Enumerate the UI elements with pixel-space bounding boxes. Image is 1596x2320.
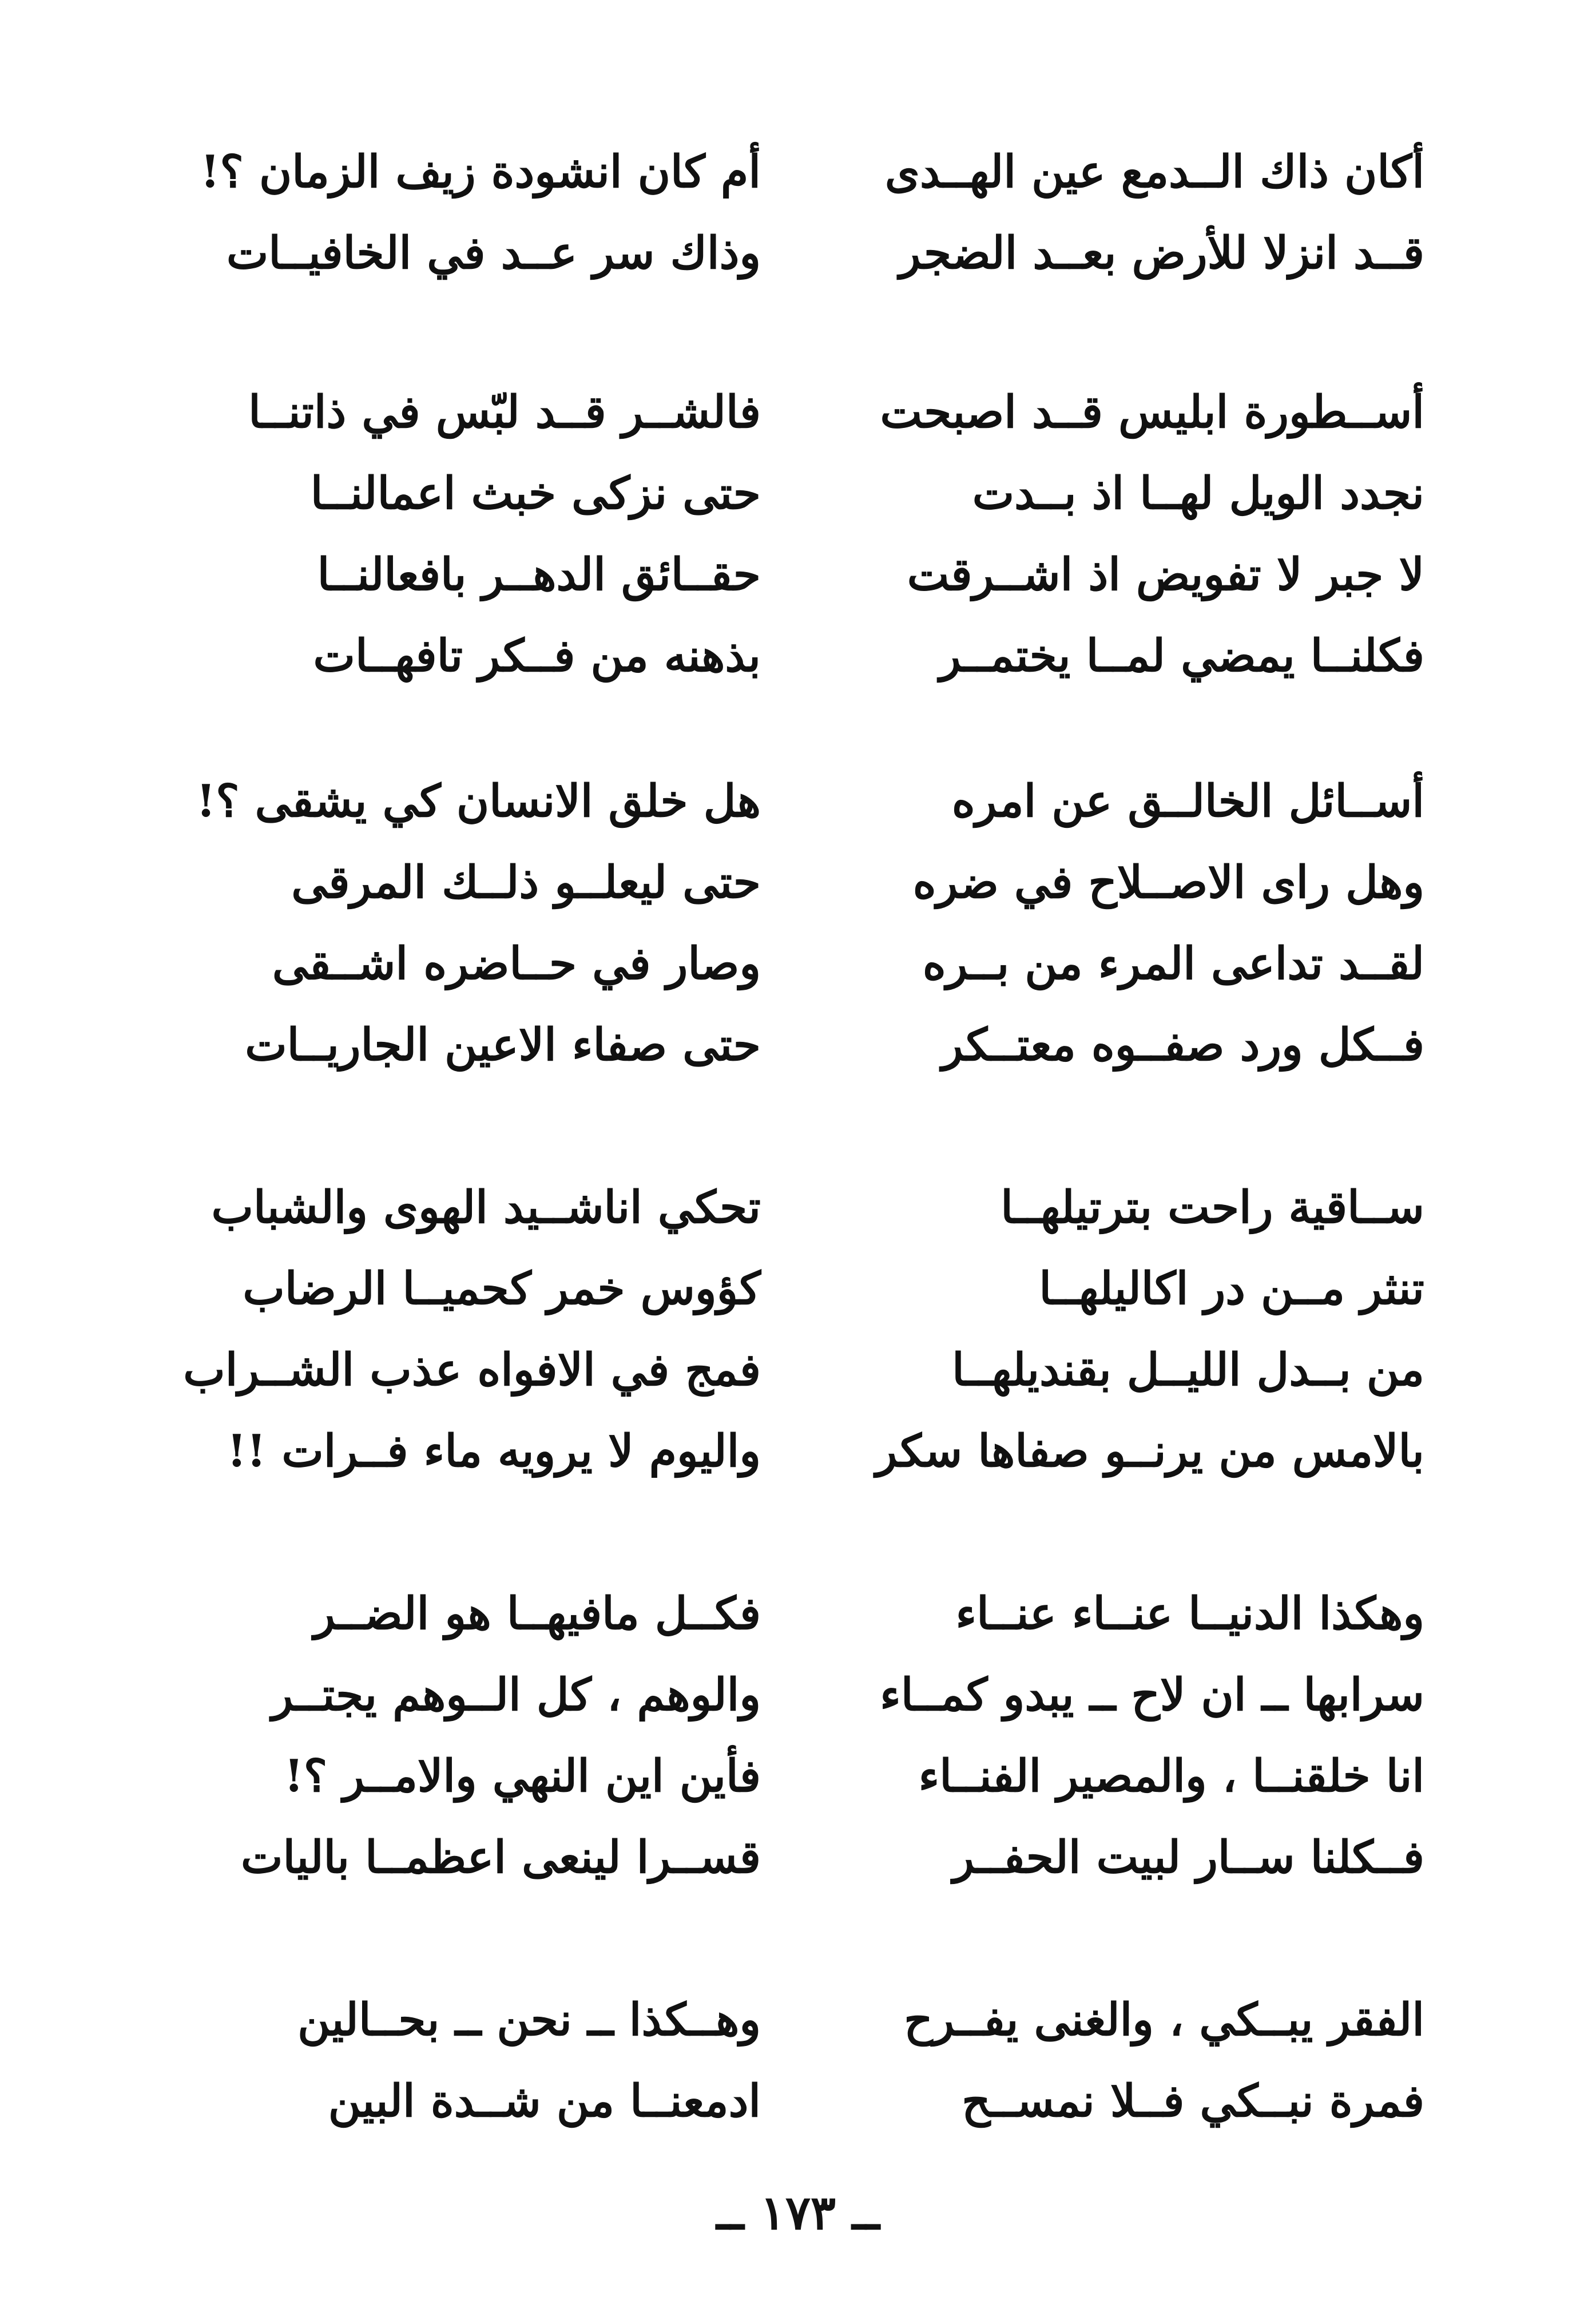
verse-first-hemistich: سرابها ــ ان لاح ــ يبدو كمــاء [880,1669,1424,1721]
stanza-3 [172,761,1424,1086]
verse-first-hemistich: فكلنــا يمضي لمــا يختمــر [939,630,1424,682]
couplet [172,132,1424,213]
verse-first-hemistich: أســائل الخالــق عن امره [951,775,1424,827]
verse-second-hemistich: فكــل مافيهــا هو الضــر [313,1588,761,1640]
verse-first-hemistich: أكان ذاك الــدمع عين الهــدى [884,146,1424,198]
stanza-1 [172,132,1424,294]
verse-second-hemistich: واليوم لا يرويه ماء فــرات !! [227,1425,761,1477]
verse-second-hemistich: وصار في حــاضره اشــقى [272,938,761,990]
couplet [172,1248,1424,1330]
couplet [172,761,1424,842]
verse-second-hemistich: حتى نزكى خبث اعمالنــا [310,467,761,519]
verse-first-hemistich: وهكذا الدنيــا عنــاء عنــاء [955,1588,1424,1640]
couplet [172,1411,1424,1492]
couplet [172,1736,1424,1817]
verse-second-hemistich: كؤوس خمر كحميــا الرضاب [243,1263,761,1315]
couplet [172,923,1424,1005]
verse-first-hemistich: انا خلقنــا ، والمصير الفنــاء [918,1750,1424,1802]
verse-second-hemistich: أم كان انشودة زيف الزمان ؟! [200,146,761,198]
verse-first-hemistich: لا جبر لا تفويض اذ اشــرقت [907,549,1424,601]
verse-first-hemistich: الفقر يبــكي ، والغنى يفــرح [904,1994,1424,2046]
verse-second-hemistich: بذهنه من فــكر تافهــات [313,630,761,682]
stanza-2 [172,372,1424,697]
verse-first-hemistich: وهل راى الاصــلاح في ضره [912,856,1424,909]
verse-second-hemistich: هل خلق الانسان كي يشقى ؟! [196,775,761,827]
verse-second-hemistich: وذاك سر عــد في الخافيــات [226,227,761,279]
verse-second-hemistich: وهــكذا ــ نحن ــ بحــالين [297,1994,761,2046]
verse-second-hemistich: فالشــر قــد لبّس في ذاتنــا [248,386,761,438]
verse-first-hemistich: فــكل ورد صفــوه معتــكر [942,1019,1424,1071]
verse-second-hemistich: تحكي اناشــيد الهوى والشباب [211,1181,761,1234]
couplet [172,372,1424,453]
stanza-4 [172,1167,1424,1492]
page-number: ــ ١٧٣ ــ [716,2186,880,2240]
verse-first-hemistich: فــكلنا ســار لبيت الحفــر [952,1831,1424,1883]
verse-second-hemistich: فأين اين النهي والامــر ؟! [284,1750,761,1802]
verse-first-hemistich: قــد انزلا للأرض بعــد الضجر [899,227,1424,279]
couplet [172,1573,1424,1655]
couplet [172,2061,1424,2142]
verse-first-hemistich: تنثر مــن در اكاليلهــا [1039,1263,1424,1315]
couplet [172,1167,1424,1248]
verse-second-hemistich: ادمعنــا من شــدة البين [328,2075,761,2127]
verse-first-hemistich: بالامس من يرنــو صفاها سكر [875,1425,1424,1477]
couplet [172,1980,1424,2061]
couplet [172,1005,1424,1086]
verse-second-hemistich: حقــائق الدهــر بافعالنــا [317,549,761,601]
verse-first-hemistich: ســاقية راحت بترتيلهــا [1001,1181,1424,1234]
couplet [172,213,1424,294]
couplet [172,453,1424,534]
couplet [172,1330,1424,1411]
verse-second-hemistich: قســرا لينعى اعظمــا باليات [241,1831,761,1883]
couplet [172,616,1424,697]
verse-first-hemistich: من بــدل الليــل بقنديلهــا [952,1344,1424,1396]
verse-second-hemistich: حتى صفاء الاعين الجاريــات [245,1019,761,1071]
couplet [172,1817,1424,1898]
couplet [172,534,1424,616]
stanza-6 [172,1980,1424,2142]
verse-first-hemistich: نجدد الويل لهــا اذ بــدت [972,467,1424,519]
verse-first-hemistich: فمرة نبــكي فــلا نمســح [962,2075,1424,2127]
stanza-5 [172,1573,1424,1898]
verse-second-hemistich: والوهم ، كل الــوهم يجتــر [271,1669,761,1721]
verse-first-hemistich: لقــد تداعى المرء من بــره [922,938,1424,990]
couplet [172,842,1424,923]
verse-second-hemistich: فمج في الافواه عذب الشــراب [183,1344,761,1396]
verse-second-hemistich: حتى ليعلــو ذلــك المرقى [291,856,761,909]
verse-first-hemistich: أســطورة ابليس قــد اصبحت [880,386,1424,438]
couplet [172,1655,1424,1736]
